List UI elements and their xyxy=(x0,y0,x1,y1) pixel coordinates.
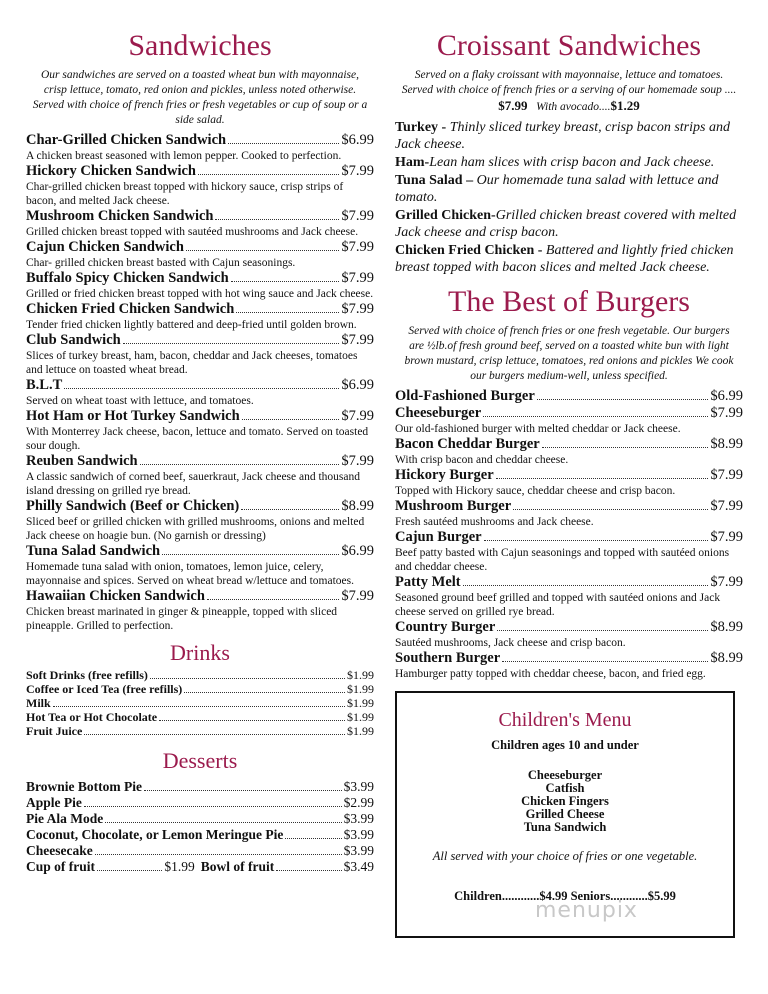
dot-leader xyxy=(215,219,339,220)
croissant-item xyxy=(395,154,743,171)
item-description: With Monterrey Jack cheese, bacon, lettuce and tomato. Served on toasted sour dough. xyxy=(26,426,369,452)
menu-item xyxy=(395,650,743,681)
dot-leader xyxy=(84,734,345,735)
menu-item-row xyxy=(26,669,374,683)
dot-leader xyxy=(542,447,709,448)
menu-item xyxy=(26,811,374,827)
menu-item xyxy=(26,453,374,498)
item-name: Cajun Chicken Sandwich xyxy=(26,239,184,255)
menu-item xyxy=(395,529,743,574)
item-name: Hawaiian Chicken Sandwich xyxy=(26,588,205,604)
menu-item-row xyxy=(26,795,374,811)
croissant-item-description: Battered and lightly fried chicken breast topped with bacon slices and melted Jack cheese. xyxy=(395,243,734,275)
item-price: $2.99 xyxy=(343,795,374,810)
item-name: Club Sandwich xyxy=(26,332,121,348)
item-name: Mushroom Burger xyxy=(395,498,512,514)
croissant-intro-text: Served on a flaky croissant with mayonnaise, lettuce and tomatoes. Served with choice of french fries or a serving of our homemade soup .... xyxy=(401,69,737,96)
dot-leader xyxy=(186,250,339,251)
menu-item xyxy=(395,467,743,498)
item-name: Brownie Bottom Pie xyxy=(26,779,142,794)
item-name: Hickory Burger xyxy=(395,467,494,483)
item-description: Our old-fashioned burger with melted cheddar or Jack cheese. xyxy=(395,423,681,435)
item-price: $7.99 xyxy=(341,239,374,255)
menu-item xyxy=(26,588,374,633)
dessert-list xyxy=(26,779,374,859)
item-name: Bacon Cheddar Burger xyxy=(395,436,540,452)
item-description: Sautéed mushrooms, Jack cheese and crisp bacon. xyxy=(395,637,626,649)
item-name: Tuna Salad Sandwich xyxy=(26,543,161,559)
menu-item-row xyxy=(26,163,374,180)
menu-item xyxy=(395,436,743,467)
burger-list xyxy=(395,388,743,681)
bowl-of-fruit-name: Bowl of fruit xyxy=(200,859,275,874)
dot-leader xyxy=(159,720,345,721)
dot-leader xyxy=(236,312,339,313)
burgers-intro: Served with choice of french fries or one fresh vegetable. Our burgers are ½lb.of fresh ground beef, served on a toasted white bun with light brown mustard, crisp lettuce, tomatoes, red onions and pickles We cook our burgers medium-well, unless specified. xyxy=(404,325,734,382)
cup-of-fruit-price: $1.99 xyxy=(164,859,195,874)
item-price: $6.99 xyxy=(341,543,374,559)
item-name: Char-Grilled Chicken Sandwich xyxy=(26,132,227,148)
item-name: Old-Fashioned Burger xyxy=(395,388,535,404)
item-name: Coconut, Chocolate, or Lemon Meringue Pie xyxy=(26,827,284,842)
menu-item-row xyxy=(395,498,743,515)
childrens-menu-item: Catfish xyxy=(545,781,585,795)
item-name: Reuben Sandwich xyxy=(26,453,138,469)
menu-item xyxy=(26,711,374,725)
item-description: Hamburger patty topped with cheddar cheese, bacon, and fried egg. xyxy=(395,668,706,680)
menu-item-row xyxy=(26,725,374,739)
item-name: Hot Tea or Hot Chocolate xyxy=(26,710,158,724)
item-name: Pie Ala Mode xyxy=(26,811,104,826)
croissant-item-description: Lean ham slices with crisp bacon and Jack cheese. xyxy=(429,155,715,170)
croissant-intro xyxy=(401,68,737,115)
item-price: $6.99 xyxy=(710,388,743,404)
item-price: $7.99 xyxy=(341,408,374,424)
menu-item-row xyxy=(26,711,374,725)
dot-leader xyxy=(198,174,339,175)
dot-leader xyxy=(502,661,708,662)
dot-leader xyxy=(53,706,345,707)
childrens-menu-list xyxy=(397,769,733,834)
dot-leader xyxy=(276,870,341,871)
dot-leader xyxy=(497,630,708,631)
dot-leader xyxy=(105,822,341,823)
item-price: $7.99 xyxy=(710,574,743,590)
item-price: $3.99 xyxy=(343,843,374,858)
item-name: Country Burger xyxy=(395,619,496,635)
croissant-list xyxy=(395,119,743,276)
left-column xyxy=(26,30,374,875)
item-description: With crisp bacon and cheddar cheese. xyxy=(395,454,569,466)
dot-leader xyxy=(484,540,709,541)
croissant-item xyxy=(395,242,743,276)
menu-item xyxy=(26,408,374,453)
dot-leader xyxy=(150,678,345,679)
item-name: Fruit Juice xyxy=(26,724,83,738)
item-description: A chicken breast seasoned with lemon pepper. Cooked to perfection. xyxy=(26,150,342,162)
item-description: Served on wheat toast with lettuce, and tomatoes. xyxy=(26,395,254,407)
item-description: A classic sandwich of corned beef, sauerkraut, Jack cheese and thousand island dressing on grilled rye bread. xyxy=(26,471,361,497)
croissant-item-description: Our homemade tuna salad with lettuce and tomato. xyxy=(395,173,719,205)
menu-item-row xyxy=(26,377,374,394)
item-description: Beef patty basted with Cajun seasonings and topped with sautéed onions and cheddar cheese. xyxy=(395,547,730,573)
menu-item-row xyxy=(26,498,374,515)
item-description: Fresh sautéed mushrooms and Jack cheese. xyxy=(395,516,594,528)
childrens-menu-prices: Children............$4.99 Seniors............$5.99 xyxy=(454,889,676,903)
item-name: Apple Pie xyxy=(26,795,82,810)
menu-item xyxy=(26,208,374,239)
menu-item xyxy=(26,843,374,859)
menu-item-row xyxy=(395,650,743,667)
childrens-menu-item: Tuna Sandwich xyxy=(523,820,607,834)
drinks-title: Drinks xyxy=(170,640,230,665)
item-price: $7.99 xyxy=(341,163,374,179)
menu-item xyxy=(26,270,374,301)
item-name: Hickory Chicken Sandwich xyxy=(26,163,196,179)
item-price: $7.99 xyxy=(710,529,743,545)
dot-leader xyxy=(537,399,709,400)
item-name: Cheeseburger xyxy=(395,405,482,421)
item-name: Philly Sandwich (Beef or Chicken) xyxy=(26,498,240,514)
item-price: $8.99 xyxy=(710,436,743,452)
dot-leader xyxy=(241,509,339,510)
burgers-title: The Best of Burgers xyxy=(448,285,690,318)
item-price: $6.99 xyxy=(341,132,374,148)
item-description: Char- grilled chicken breast basted with Cajun seasonings. xyxy=(26,257,296,269)
croissant-item-name: Grilled Chicken- xyxy=(395,208,496,223)
item-description: Topped with Hickory sauce, cheddar cheese and crisp bacon. xyxy=(395,485,676,497)
menu-item-row xyxy=(395,619,743,636)
menu-item-row xyxy=(26,208,374,225)
croissant-item-name: Turkey - xyxy=(395,120,450,135)
item-price: $7.99 xyxy=(341,332,374,348)
item-price: $1.99 xyxy=(347,682,374,696)
dot-leader xyxy=(483,416,708,417)
dot-leader xyxy=(231,281,340,282)
menu-item xyxy=(26,377,374,408)
item-price: $7.99 xyxy=(710,467,743,483)
dot-leader xyxy=(242,419,340,420)
item-name: Chicken Fried Chicken Sandwich xyxy=(26,301,235,317)
menu-item xyxy=(26,543,374,588)
menu-item xyxy=(395,405,743,436)
item-price: $7.99 xyxy=(341,453,374,469)
menu-item-row xyxy=(26,408,374,425)
menu-item-row xyxy=(395,467,743,484)
menu-item-row xyxy=(26,132,374,149)
menu-item-row xyxy=(26,779,374,795)
dot-leader xyxy=(513,509,708,510)
menu-item xyxy=(26,332,374,377)
item-description: Grilled or fried chicken breast topped with hot wing sauce and Jack cheese. xyxy=(26,288,374,300)
dot-leader xyxy=(64,388,339,389)
childrens-menu-subtitle: Children ages 10 and under xyxy=(491,738,639,752)
desserts-title: Desserts xyxy=(162,748,238,773)
item-price: $7.99 xyxy=(710,498,743,514)
avocado-label: With avocado.... xyxy=(536,101,611,113)
dot-leader xyxy=(123,343,340,344)
croissant-item xyxy=(395,207,743,241)
cup-of-fruit-name: Cup of fruit xyxy=(26,859,96,874)
croissant-item xyxy=(395,119,743,153)
item-price: $8.99 xyxy=(710,650,743,666)
item-name: Mushroom Chicken Sandwich xyxy=(26,208,214,224)
menu-item-row xyxy=(26,239,374,256)
menu-item xyxy=(26,827,374,843)
menu-item xyxy=(26,697,374,711)
item-price: $7.99 xyxy=(710,405,743,421)
item-price: $1.99 xyxy=(347,724,374,738)
croissant-item-name: Chicken Fried Chicken - xyxy=(395,243,546,258)
croissant-item-name: Tuna Salad – xyxy=(395,173,477,188)
childrens-menu-title: Children's Menu xyxy=(498,709,632,731)
menu-item xyxy=(395,498,743,529)
menu-item-row xyxy=(26,827,374,843)
item-name: Buffalo Spicy Chicken Sandwich xyxy=(26,270,229,286)
item-description: Char-grilled chicken breast topped with hickory sauce, crisp strips of bacon, and melted Jack cheese. xyxy=(26,181,344,207)
item-price: $1.99 xyxy=(347,668,374,682)
item-price: $8.99 xyxy=(710,619,743,635)
menu-item xyxy=(395,574,743,619)
item-name: Coffee or Iced Tea (free refills) xyxy=(26,682,183,696)
menu-item xyxy=(26,779,374,795)
menu-item xyxy=(26,725,374,739)
item-name: Southern Burger xyxy=(395,650,501,666)
croissant-item-name: Ham- xyxy=(395,155,430,170)
avocado-price: $1.29 xyxy=(610,98,640,113)
item-price: $6.99 xyxy=(341,377,374,393)
item-price: $1.99 xyxy=(347,710,374,724)
item-price: $8.99 xyxy=(341,498,374,514)
item-description: Slices of turkey breast, ham, bacon, cheddar and Jack cheeses, tomatoes and lettuce on toasted wheat bread. xyxy=(26,350,358,376)
item-price: $7.99 xyxy=(341,208,374,224)
menu-item-row xyxy=(395,574,743,591)
dot-leader xyxy=(496,478,709,479)
item-price: $3.99 xyxy=(343,779,374,794)
item-price: $7.99 xyxy=(341,301,374,317)
menu-item xyxy=(26,301,374,332)
menu-item-row xyxy=(26,270,374,287)
dot-leader xyxy=(144,790,342,791)
menu-item-row xyxy=(26,683,374,697)
menu-item-row xyxy=(26,697,374,711)
menu-item-row xyxy=(26,301,374,318)
croissant-item-description: Grilled chicken breast covered with melted Jack cheese and crisp bacon. xyxy=(395,208,737,240)
childrens-menu-item: Grilled Cheese xyxy=(525,807,605,821)
childrens-menu-item: Cheeseburger xyxy=(527,768,603,782)
menu-item-row xyxy=(395,405,743,422)
croissant-item-description: Thinly sliced turkey breast, crisp bacon strips and Jack cheese. xyxy=(395,120,730,152)
item-name: Soft Drinks (free refills) xyxy=(26,668,148,682)
childrens-menu-note: All served with your choice of fries or one vegetable. xyxy=(432,849,698,863)
dot-leader xyxy=(162,554,339,555)
sandwiches-intro: Our sandwiches are served on a toasted wheat bun with mayonnaise, crisp lettuce, tomato, red onion and pickles, unless noted otherwise. Served with choice of french fries or fresh vegetables or cup of soup or a side salad. xyxy=(32,69,368,126)
item-name: B.L.T xyxy=(26,377,63,393)
dot-leader xyxy=(228,143,339,144)
dot-leader xyxy=(140,464,340,465)
croissant-item xyxy=(395,172,743,206)
bowl-of-fruit-price: $3.49 xyxy=(343,859,375,874)
menu-item-row xyxy=(395,388,743,405)
item-description: Seasoned ground beef grilled and topped with sautéed onions and Jack cheese served on grilled rye bread. xyxy=(395,592,721,618)
croissant-title: Croissant Sandwiches xyxy=(436,29,702,62)
dot-leader xyxy=(95,854,342,855)
menu-item-row xyxy=(26,843,374,859)
item-name: Milk xyxy=(26,696,51,710)
sandwich-list xyxy=(26,132,374,633)
item-description: Grilled chicken breast topped with sautéed mushrooms and Jack cheese. xyxy=(26,226,359,238)
menu-item xyxy=(395,619,743,650)
watermark-logo: menupix xyxy=(535,898,638,923)
item-name: Hot Ham or Hot Turkey Sandwich xyxy=(26,408,240,424)
item-description: Tender fried chicken lightly battered and deep-fried until golden brown. xyxy=(26,319,357,331)
sandwiches-title: Sandwiches xyxy=(128,29,272,62)
menu-item xyxy=(26,683,374,697)
menu-item-row xyxy=(26,453,374,470)
menu-item-row xyxy=(395,529,743,546)
fruit-row xyxy=(26,859,374,875)
dot-leader xyxy=(463,585,709,586)
item-name: Cheesecake xyxy=(26,843,93,858)
menu-item xyxy=(26,132,374,163)
childrens-menu-item: Chicken Fingers xyxy=(521,794,609,808)
dot-leader xyxy=(207,599,339,600)
menu-item-row xyxy=(26,332,374,349)
drink-list xyxy=(26,669,374,739)
menu-item-row xyxy=(26,811,374,827)
item-price: $3.99 xyxy=(343,827,374,842)
right-column xyxy=(395,30,743,681)
dot-leader xyxy=(184,692,345,693)
item-description: Chicken breast marinated in ginger & pineapple, topped with sliced pineapple. Grilled to perfection. xyxy=(26,606,338,632)
item-name: Patty Melt xyxy=(395,574,461,590)
dot-leader xyxy=(97,870,162,871)
menu-item xyxy=(26,795,374,811)
item-description: Homemade tuna salad with onion, tomatoes, lemon juice, celery, mayonnaise and spices. Served on wheat bread w/lettuce and tomatoes. xyxy=(26,561,354,587)
croissant-price: $7.99 xyxy=(498,98,528,113)
item-price: $7.99 xyxy=(341,588,374,604)
menu-item-row xyxy=(26,543,374,560)
item-price: $3.99 xyxy=(343,811,374,826)
menu-item-row xyxy=(26,588,374,605)
item-price: $7.99 xyxy=(341,270,374,286)
item-name: Cajun Burger xyxy=(395,529,482,545)
dot-leader xyxy=(285,838,341,839)
item-description: Sliced beef or grilled chicken with grilled mushrooms, onions and melted Jack cheese on hoagie bun. (No garnish or dressing) xyxy=(26,516,365,542)
menu-item xyxy=(395,388,743,405)
menu-item xyxy=(26,669,374,683)
item-price: $1.99 xyxy=(347,696,374,710)
menu-item xyxy=(26,498,374,543)
dot-leader xyxy=(84,806,342,807)
menu-item-row xyxy=(395,436,743,453)
menu-item xyxy=(26,239,374,270)
menu-item xyxy=(26,163,374,208)
